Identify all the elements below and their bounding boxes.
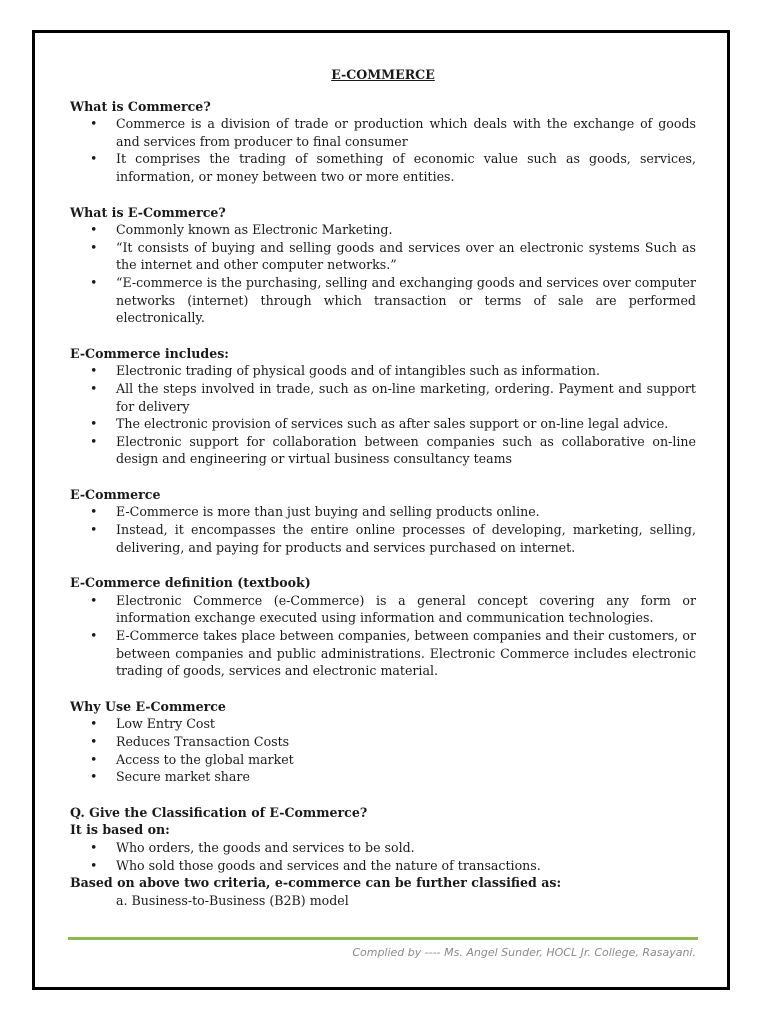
- list-item: • Commerce is a division of trade or production which deals with the exchange of goods and services from producer to final consumer: [70, 115, 696, 150]
- list-item: • Commonly known as Electronic Marketing.: [70, 221, 696, 239]
- list-item: • E-Commerce takes place between companies, between companies and their customers, or between companies and public administrations. Electronic Commerce includes electronic trading of goods, services and electronic material.: [70, 627, 696, 680]
- footer-credit: Complied by ---- Ms. Angel Sunder, HOCL Jr. College, Rasayani.: [352, 946, 696, 959]
- list-item: • Electronic support for collaboration between companies such as collaborative on-line design and engineering or virtual business consultancy teams: [70, 433, 696, 468]
- list-item: • Electronic Commerce (e-Commerce) is a general concept covering any form or information exchange executed using information and communication technologies.: [70, 592, 696, 627]
- list-item: • Electronic trading of physical goods and of intangibles such as information.: [70, 362, 696, 380]
- list-item: • The electronic provision of services such as after sales support or on-line legal advice.: [70, 415, 696, 433]
- bullet-list: [70, 221, 696, 327]
- section-ecommerce: [70, 486, 696, 556]
- list-item: • Instead, it encompasses the entire online processes of developing, marketing, selling, delivering, and paying for products and services purchased on internet.: [70, 521, 696, 556]
- section-what-is-commerce: [70, 98, 696, 186]
- list-item: • E-Commerce is more than just buying and selling products online.: [70, 503, 696, 521]
- list-item: • Access to the global market: [70, 751, 696, 769]
- section-ecommerce-definition: [70, 574, 696, 680]
- list-item: • It comprises the trading of something of economic value such as goods, services, information, or money between two or more entities.: [70, 150, 696, 185]
- section-heading: E-Commerce: [70, 486, 161, 502]
- section-heading: What is E-Commerce?: [70, 204, 226, 220]
- classification-sub-item: a. Business-to-Business (B2B) model: [116, 892, 349, 908]
- question-subheading: It is based on:: [70, 822, 170, 838]
- section-classification-question: [70, 804, 696, 910]
- bullet-list: [70, 839, 696, 874]
- section-what-is-ecommerce: [70, 204, 696, 327]
- list-item: • All the steps involved in trade, such as on-line marketing, ordering. Payment and support for delivery: [70, 380, 696, 415]
- bullet-list: [70, 115, 696, 185]
- list-item: • Who sold those goods and services and the nature of transactions.: [70, 857, 696, 875]
- section-heading: E-Commerce definition (textbook): [70, 575, 311, 591]
- list-item: • Reduces Transaction Costs: [70, 733, 696, 751]
- question-heading: Q. Give the Classification of E-Commerce?: [70, 804, 368, 820]
- list-item: • Low Entry Cost: [70, 715, 696, 733]
- section-ecommerce-includes: [70, 345, 696, 468]
- section-heading: What is Commerce?: [70, 98, 211, 114]
- bullet-list: [70, 503, 696, 556]
- list-item: • Secure market share: [70, 768, 696, 786]
- section-why-use-ecommerce: [70, 698, 696, 786]
- bullet-list: [70, 592, 696, 680]
- list-item: • “It consists of buying and selling goods and services over an electronic systems Such as the internet and other computer networks.”: [70, 239, 696, 274]
- document-body: [70, 66, 696, 927]
- list-item: • Who orders, the goods and services to be sold.: [70, 839, 696, 857]
- classification-followup: Based on above two criteria, e-commerce can be further classified as:: [70, 875, 562, 891]
- list-item: • “E-commerce is the purchasing, selling and exchanging goods and services over computer networks (internet) through which transaction or terms of sale are performed electronically.: [70, 274, 696, 327]
- section-heading: E-Commerce includes:: [70, 345, 229, 361]
- page-title: E-COMMERCE: [331, 67, 435, 82]
- footer-divider: [68, 937, 698, 940]
- section-heading: Why Use E-Commerce: [70, 698, 226, 714]
- bullet-list: [70, 715, 696, 785]
- bullet-list: [70, 362, 696, 468]
